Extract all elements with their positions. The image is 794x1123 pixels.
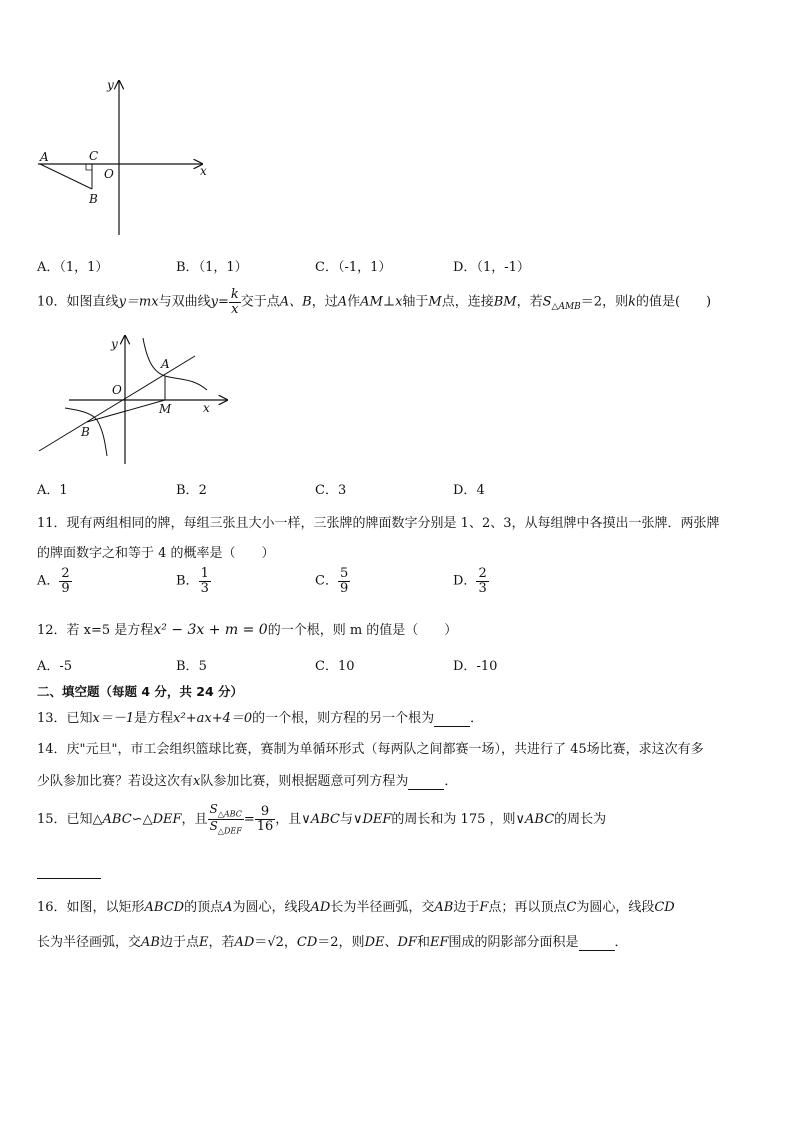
q9-option-d: D．（1，-1）	[453, 260, 530, 275]
q13-answer-blank	[434, 711, 470, 727]
q10-figure	[35, 330, 240, 470]
q10-label-y: y	[111, 337, 118, 351]
q16-stem-line1: 16．如图，以矩形ABCD的顶点A为圆心，线段AD长为半径画弧，交AB边于F点；再以顶点C为圆心，线段CD	[37, 900, 675, 915]
q10-option-d: D．4	[453, 483, 485, 498]
q10-label-o: O	[112, 383, 122, 397]
q12-option-c: C．10	[315, 659, 355, 674]
section-heading-fill-in: 二、填空题（每题 4 分，共 24 分）	[37, 684, 244, 699]
q9-option-a: A．（1，1）	[37, 260, 109, 275]
q15-ratio-value: $\frac{9}{16}$	[256, 804, 274, 834]
q14-stem-line1: 14．庆"元旦"，市工会组织篮球比赛，赛制为单循环形式（每两队之间都赛一场），共进行了 45场比赛，求这次有多	[37, 742, 704, 757]
q16-sqrt-2: √2	[267, 935, 284, 950]
q14-stem-line2: 少队参加比赛？若设这次有x队参加比赛，则根据题意可列方程为 ．	[37, 774, 458, 789]
q16-stem-line2: 长为半径画弧，交AB边于点E，若AD＝√2，CD＝2，则DE、DF和EF围成的阴影部分面积是 ．	[37, 935, 628, 950]
q15-area-ratio-fraction: $\frac{S_{\triangle ABC}}{S_{\triangle DEF}}$	[209, 802, 242, 836]
q11-option-c: C． $\frac{5}{9}$	[315, 566, 349, 596]
q15-answer-blank	[37, 878, 101, 879]
q9-label-o: O	[104, 167, 114, 181]
q10-segment-bm	[87, 400, 165, 422]
q10-label-b: B	[81, 425, 90, 439]
q12-option-a: A．-5	[37, 659, 73, 674]
q9-option-b: B．（1，1）	[176, 260, 248, 275]
q16-answer-blank	[579, 935, 615, 951]
q10-label-x: x	[203, 401, 210, 415]
q12-stem: 12．若 x=5 是方程x² − 3x + m = 0的一个根，则 m 的值是（ ）	[37, 622, 458, 638]
q10-fraction-k-over-x: $\frac{k}{x}$	[230, 287, 239, 317]
q14-answer-blank	[408, 774, 444, 790]
q9-label-b: B	[89, 192, 98, 206]
q10-option-b: B．2	[176, 483, 207, 498]
q11-stem-line1: 11．现有两组相同的牌，每组三张且大小一样，三张牌的牌面数字分别是 1、2、3，从每组牌中各摸出一张牌．两张牌	[37, 516, 720, 531]
q9-label-a: A	[40, 150, 49, 164]
q9-segment-ab	[40, 164, 92, 189]
q9-label-y: y	[107, 78, 114, 92]
q10-line-y-mx	[39, 356, 195, 451]
q10-label-m: M	[159, 402, 172, 416]
q10-option-c: C．3	[315, 483, 347, 498]
q11-stem-line2: 的牌面数字之和等于 4 的概率是（ ）	[37, 546, 275, 561]
q10-label-a: A	[161, 357, 170, 371]
q9-label-x: x	[200, 164, 207, 178]
q13-stem: 13．已知x＝－1是方程x²+ax+4＝0的一个根，则方程的另一个根为 ．	[37, 711, 484, 726]
q11-option-a: A． $\frac{2}{9}$	[37, 566, 70, 596]
q10-stem: 10．如图直线y＝mx与双曲线y= $\frac{k}{x}$ 交于点A、B，过A作AM⊥x轴于M点，连接BM，若$S_{\triangle AMB}=2$，则k的值是( )	[37, 287, 712, 317]
q11-option-d: D． $\frac{2}{3}$	[453, 566, 487, 596]
q11-option-b: B． $\frac{1}{3}$	[176, 566, 209, 596]
q12-option-b: B．5	[176, 659, 207, 674]
q9-figure	[30, 75, 220, 240]
q9-option-c: C．（-1，1）	[315, 260, 392, 275]
q10-option-a: A．1	[37, 483, 68, 498]
q9-right-angle-mark	[86, 164, 92, 170]
q12-option-d: D．-10	[453, 659, 498, 674]
q15-stem: 15．已知△ABC∽△DEF，且 $\frac{S_{\triangle ABC}}{S_{\triangle DEF}}$ = $\frac{9}{16}$ ，且∨ABC与∨DEF的周长和为 175 ，则∨ABC的周长为	[37, 802, 607, 836]
q9-label-c: C	[89, 149, 99, 163]
